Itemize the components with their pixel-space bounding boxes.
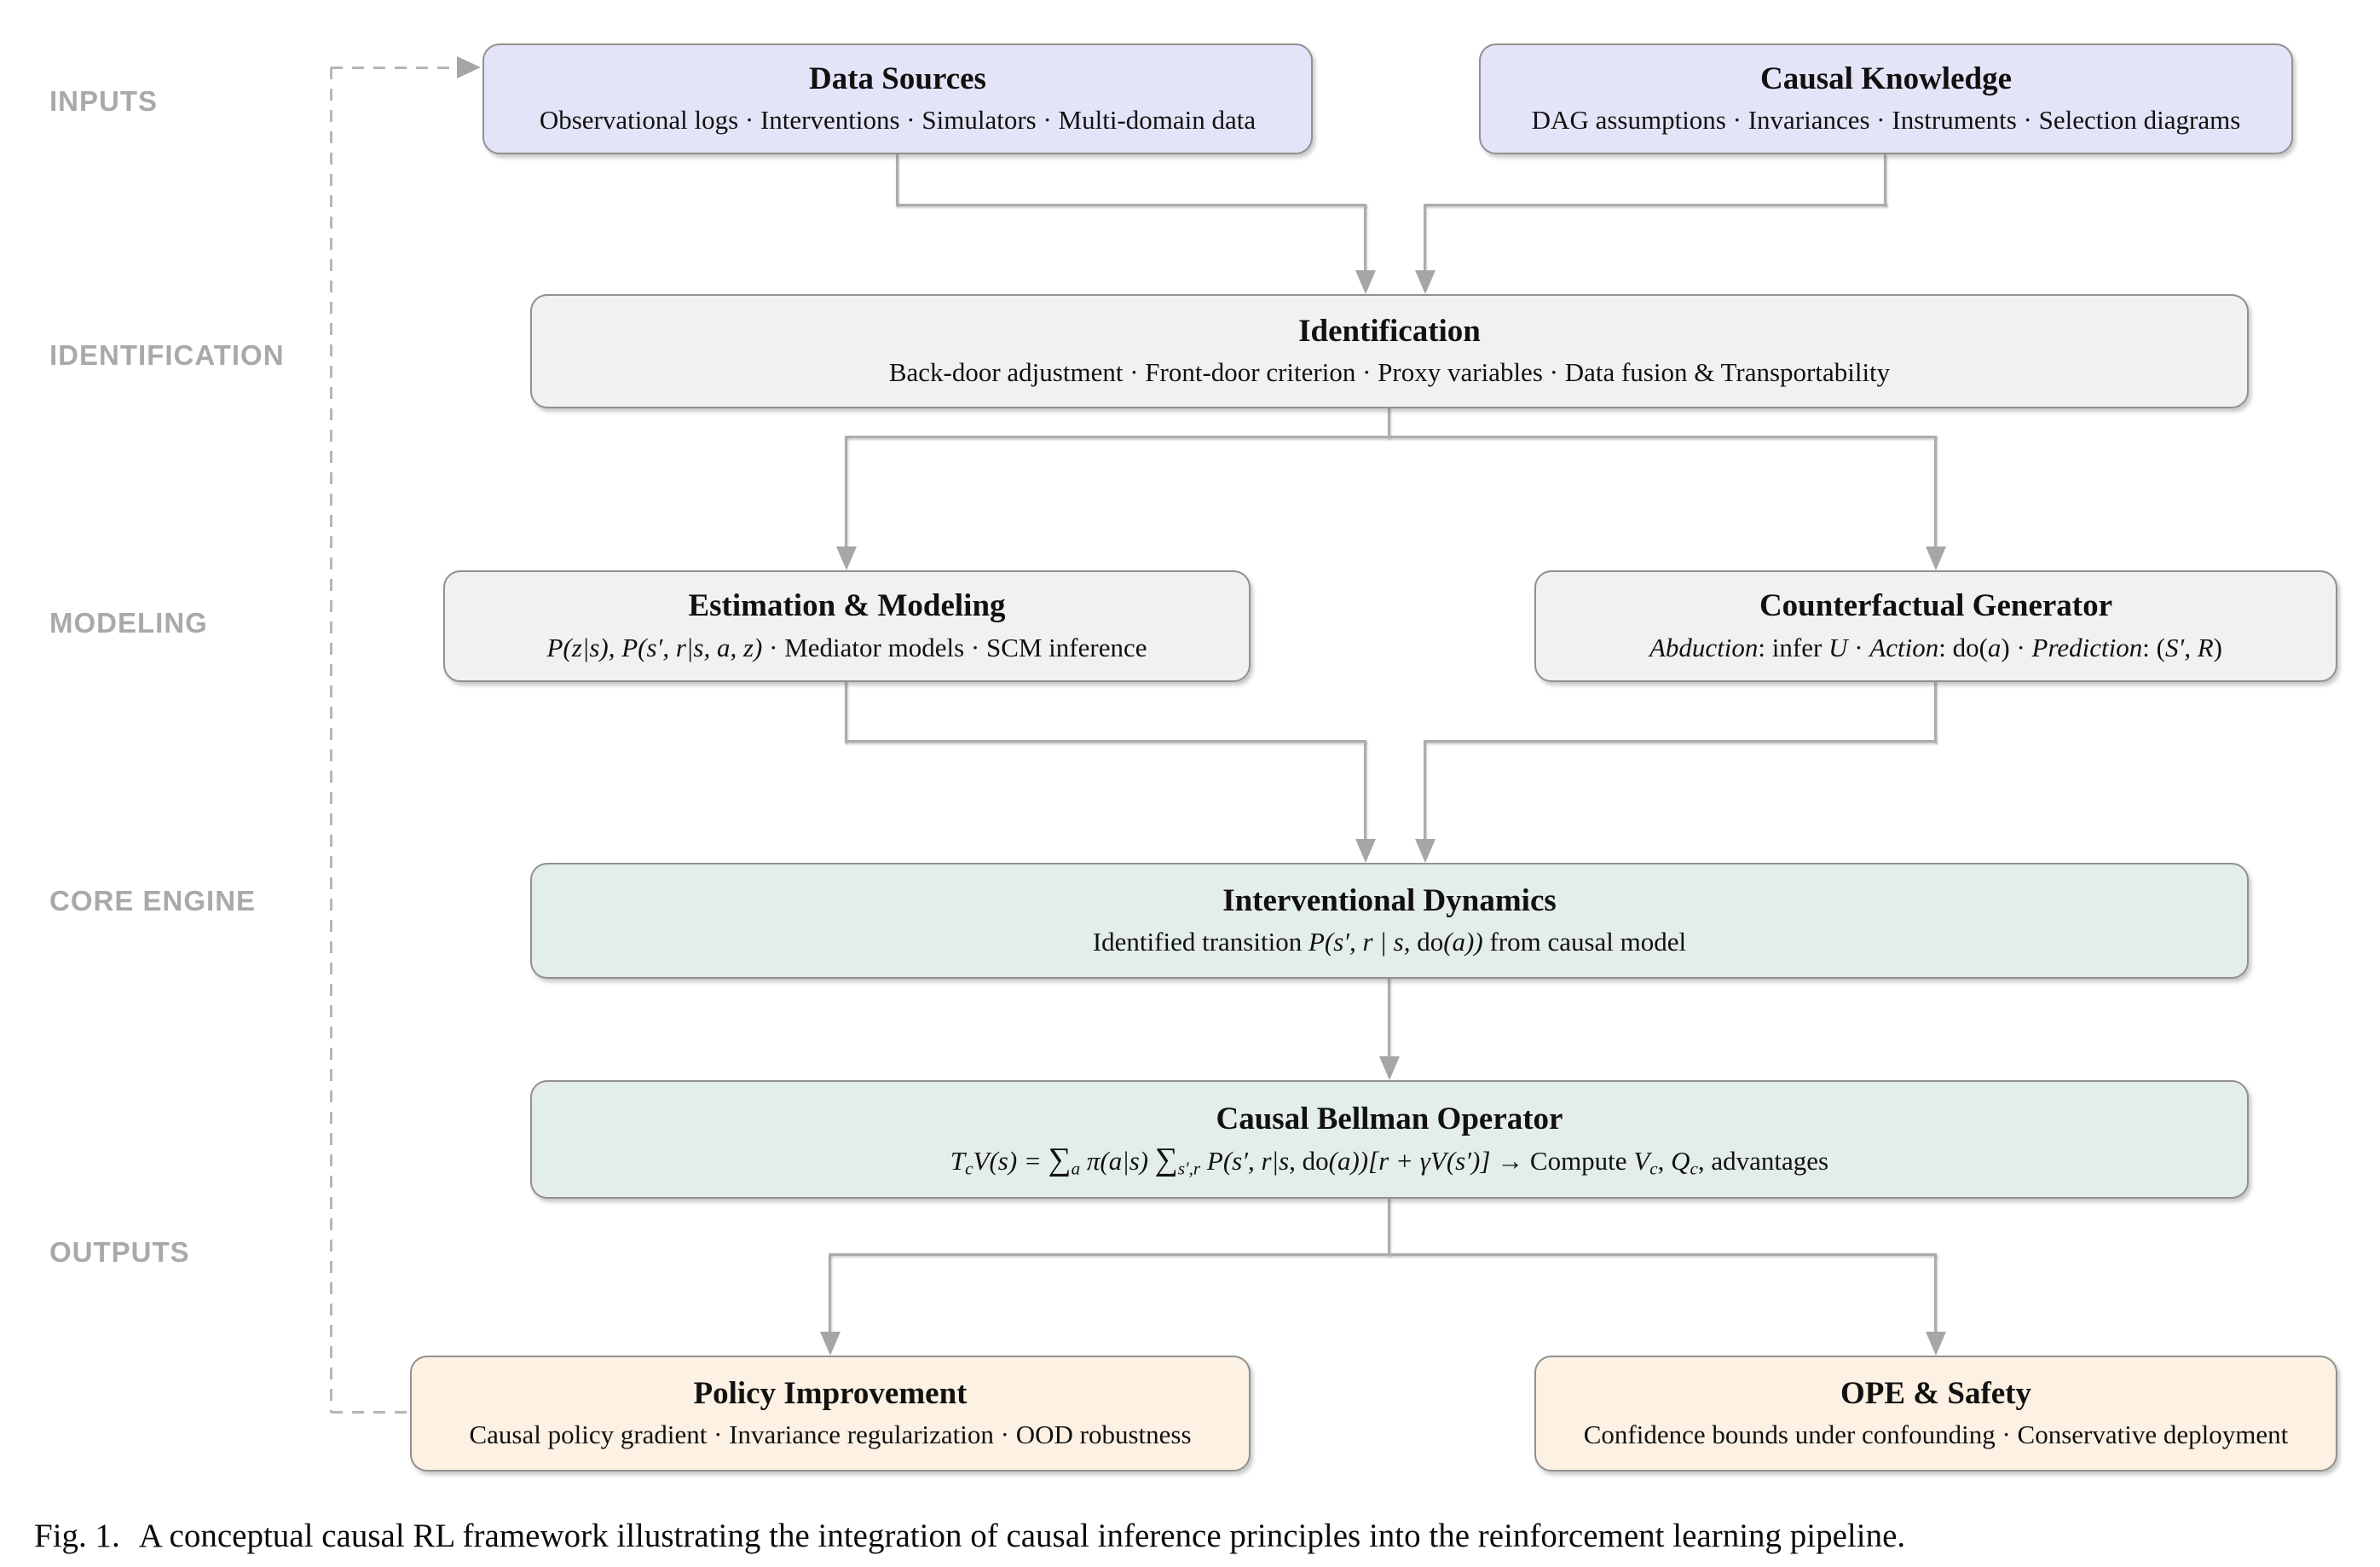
arrowhead-into-bellman — [1379, 1056, 1400, 1080]
connector-identification-down — [1388, 407, 1390, 438]
node-interventional-dynamics-subtitle: Identified transition P(s′, r | s, do(a)) from causal model — [1092, 927, 1687, 957]
node-policy-improvement — [410, 1356, 1251, 1472]
connector-to-counterfactual-drop — [1934, 436, 1937, 549]
stage-label-outputs: OUTPUTS — [49, 1236, 190, 1268]
node-causal-knowledge-title: Causal Knowledge — [1759, 61, 2012, 96]
node-data-sources-subtitle: Observational logs · Interventions · Simulators · Multi-domain data — [539, 105, 1256, 136]
arrowhead-into-identification-left — [1355, 270, 1376, 294]
stage-label-modeling: MODELING — [49, 607, 208, 639]
connector-causalknowledge-across — [1424, 204, 1887, 206]
node-causal-bellman-operator-formula: $T_cV(s) = \sum_a$ π(a|s) $\sum_{s',r}$ P(s′, r|s, do(a))[r + γV(s′)] → Compute $V_c$, $Q_c$, advantages — [950, 1141, 1829, 1179]
feedback-dashed-vertical-segment — [330, 67, 332, 1413]
node-identification-subtitle: Back-door adjustment · Front-door criterion · Proxy variables · Data fusion & Transportability — [888, 357, 1891, 388]
node-data-sources-title: Data Sources — [809, 61, 986, 96]
arrowhead-into-estimation — [836, 546, 857, 570]
node-data-sources — [482, 43, 1313, 154]
connector-to-policy-drop — [829, 1253, 831, 1334]
node-identification — [530, 294, 2249, 408]
node-ope-safety-subtitle: Confidence bounds under confounding · Conservative deployment — [1583, 1420, 2289, 1450]
arrowhead-into-identification-right — [1415, 270, 1436, 294]
arrowhead-into-interventional-left — [1355, 839, 1376, 863]
node-estimation-modeling-title: Estimation & Modeling — [688, 588, 1006, 624]
connector-to-ope-drop — [1934, 1253, 1937, 1334]
node-interventional-dynamics — [530, 863, 2249, 979]
feedback-dashed-top-segment — [331, 66, 455, 69]
node-policy-improvement-subtitle: Causal policy gradient · Invariance regularization · OOD robustness — [469, 1420, 1192, 1450]
stage-label-core-engine: CORE ENGINE — [49, 885, 257, 916]
figure-caption — [34, 1517, 1905, 1555]
node-counterfactual-generator-subtitle: Abduction: infer U · Action: do(a) · Prediction: (S′, R) — [1649, 632, 2222, 662]
connector-to-estimation-drop — [845, 436, 847, 549]
connector-estimation-across — [845, 740, 1366, 743]
connector-identification-split — [845, 436, 1937, 438]
node-ope-safety — [1534, 1356, 2337, 1472]
connector-causalknowledge-down — [1884, 154, 1886, 205]
node-interventional-dynamics-title: Interventional Dynamics — [1222, 882, 1557, 918]
connector-bellman-down — [1388, 1197, 1390, 1256]
connector-bellman-split — [829, 1253, 1937, 1256]
connector-counterfactual-down — [1934, 680, 1937, 743]
connector-datasources-drop — [1364, 204, 1366, 274]
arrowhead-into-interventional-right — [1415, 839, 1436, 863]
node-ope-safety-title: OPE & Safety — [1840, 1375, 2032, 1411]
node-counterfactual-generator-title: Counterfactual Generator — [1759, 588, 2113, 624]
connector-counterfactual-drop — [1424, 740, 1426, 841]
figure-caption-text: A conceptual causal RL framework illustrating the integration of causal inference principles into the reinforcement learning pipeline. — [138, 1518, 1906, 1554]
arrowhead-into-policy — [820, 1332, 841, 1356]
node-counterfactual-generator — [1534, 570, 2337, 682]
connector-counterfactual-across — [1424, 740, 1937, 743]
node-causal-bellman-operator-title: Causal Bellman Operator — [1216, 1102, 1563, 1137]
arrowhead-into-counterfactual — [1926, 546, 1946, 570]
node-policy-improvement-title: Policy Improvement — [693, 1375, 968, 1411]
figure-caption-label: Fig. 1. — [34, 1518, 120, 1554]
stage-label-inputs: INPUTS — [49, 85, 159, 117]
node-causal-knowledge — [1479, 43, 2293, 154]
feedback-arrowhead-icon — [457, 56, 481, 78]
connector-datasources-across — [896, 204, 1366, 206]
node-identification-title: Identification — [1298, 313, 1481, 349]
connector-datasources-down — [896, 154, 898, 205]
connector-causalknowledge-drop — [1424, 204, 1426, 274]
connector-estimation-down — [845, 680, 847, 743]
node-causal-bellman-operator — [530, 1080, 2249, 1199]
connector-interventional-down — [1388, 977, 1390, 1059]
node-estimation-modeling — [443, 570, 1251, 682]
stage-label-identification: IDENTIFICATION — [49, 339, 285, 371]
arrowhead-into-ope — [1926, 1332, 1946, 1356]
node-causal-knowledge-subtitle: DAG assumptions · Invariances · Instruments · Selection diagrams — [1531, 105, 2241, 136]
connector-estimation-drop — [1364, 740, 1366, 841]
feedback-dashed-bottom-segment — [331, 1411, 410, 1414]
node-estimation-modeling-subtitle: P(z|s), P(s′, r|s, a, z) · Mediator models · SCM inference — [546, 632, 1147, 662]
